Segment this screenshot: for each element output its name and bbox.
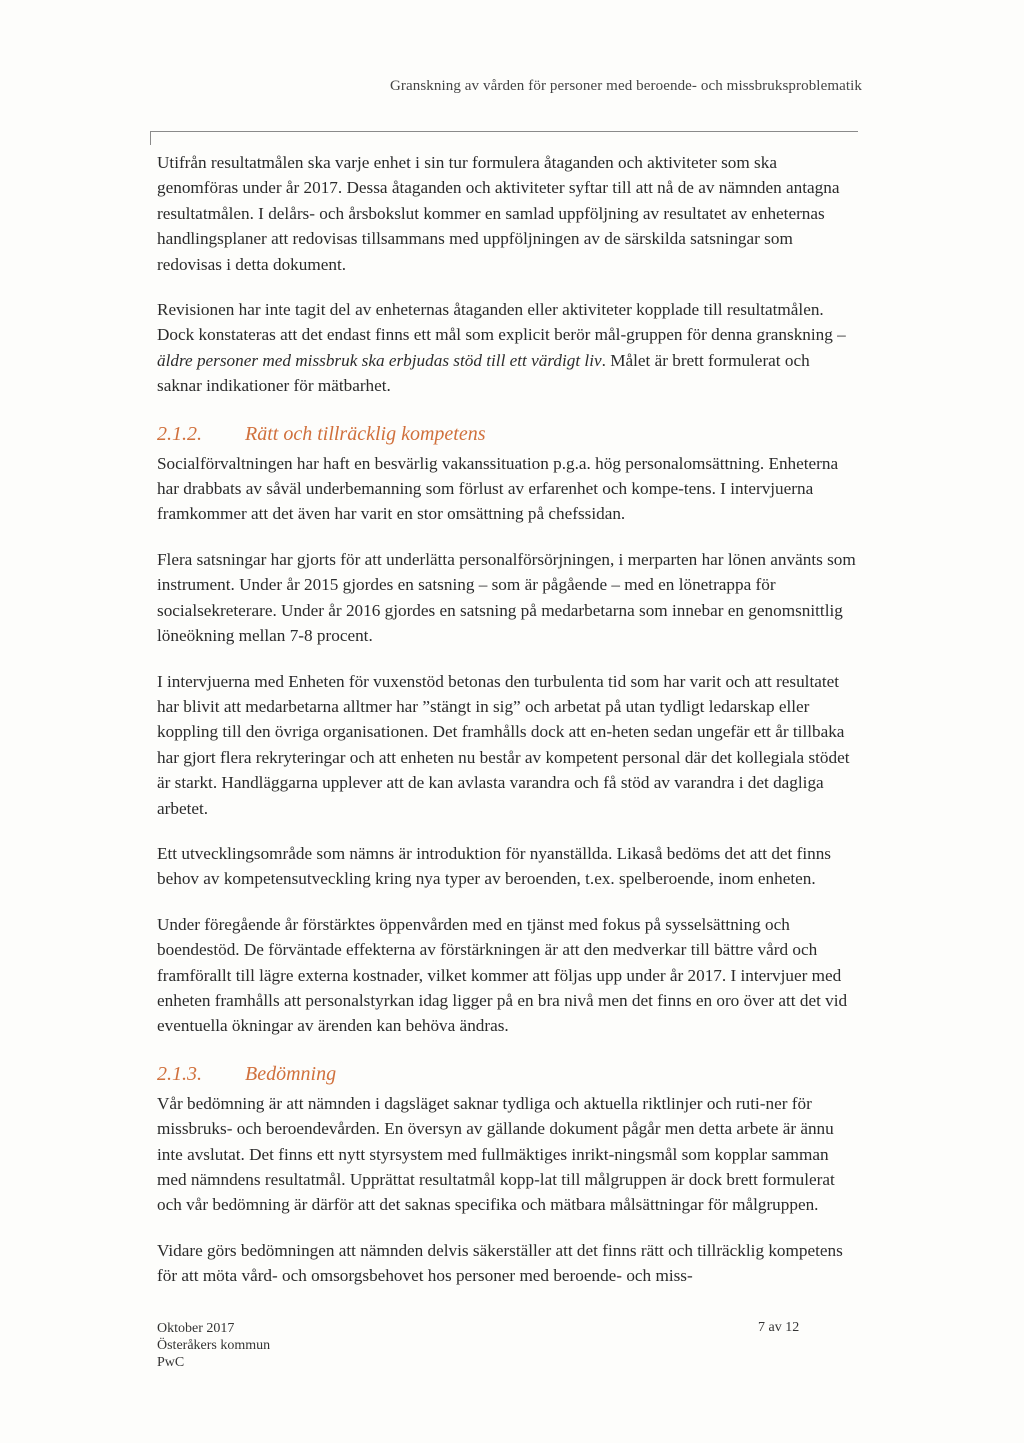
section-title: Bedömning: [245, 1062, 337, 1085]
footer-firm: PwC: [157, 1355, 185, 1370]
footer-left: [157, 1320, 270, 1371]
page-number: 7 av 12: [758, 1320, 800, 1335]
page-body: [157, 150, 857, 1309]
paragraph-7: Under föregående år förstärktes öppenvården med en tjänst med fokus på sysselsättning och boendestöd. De förväntade effekterna av förstärkningen är att den medverkar till bättre vård och framförallt till lägre externa kostnader, vilket kommer att följas upp under år 2017. I intervjuer med enheten framhålls att personalstyrkan idag ligger på en bra nivå men det finns en oro över att det vid eventuella ökningar av ärenden kan behöva ändras.: [157, 914, 848, 1036]
section-title: Rätt och tillräcklig kompetens: [245, 422, 486, 445]
paragraph-4: Flera satsningar har gjorts för att underlätta personalförsörjningen, i merparten har lönen använts som instrument. Under år 2015 gjordes en satsning – som är pågående – med en lönetrappa för socialsekreterare. Under år 2016 gjordes en satsning på medarbetarna som innebar en genomsnittlig löneökning mellan 7-8 procent.: [157, 549, 856, 646]
paragraph-2: [157, 297, 857, 399]
paragraph-2-end: . Målet är brett formulerat och saknar indikationer för mätbarhet.: [157, 350, 810, 396]
section-heading-2-1-2: [157, 421, 857, 447]
footer-municipality: Österåkers kommun: [157, 1338, 271, 1353]
paragraph-3: Socialförvaltningen har haft en besvärlig vakanssituation p.g.a. hög personalomsättning. Enheterna har drabbats av såväl underbemanning som förlust av erfarenhet och kompe-tens. I intervjuerna framkommer att det även har varit en stor omsättning på chefssidan.: [157, 453, 839, 524]
paragraph-5: I intervjuerna med Enheten för vuxenstöd betonas den turbulenta tid som har varit och att resultatet har blivit att medarbetarna alltmer har ”stängt in sig” och arbetat på utan tydligt ledarskap eller koppling till den övriga organisationen. Det framhålls dock att en-heten sedan ungefär ett år tillbaka har gjort flera rekryteringar och att enheten nu består av kompetent personal där det kollegiala stödet är starkt. Handläggarna upplever att de kan avlasta varandra och få stöd av varandra i det dagliga arbetet.: [157, 671, 850, 818]
footer-date: Oktober 2017: [157, 1321, 235, 1336]
paragraph-8: Vår bedömning är att nämnden i dagsläget saknar tydliga och aktuella riktlinjer och ruti-ner för missbruks- och beroendevården. En översyn av gällande dokument pågår men detta arbete är ännu inte avslutat. Det finns ett nytt styrsystem med fullmäktiges inrikt-ningsmål som kopplar samman med nämndens resultatmål. Upprättat resultatmål kopp-lat till målgruppen är dock brett formulerat och vår bedömning är därför att det saknas specifika och mätbara målsättningar för målgruppen.: [157, 1093, 835, 1215]
paragraph-2-goal-quote: äldre personer med missbruk ska erbjudas stöd till ett värdigt liv: [157, 350, 602, 370]
header-rule-tick: [150, 131, 151, 145]
paragraph-9: Vidare görs bedömningen att nämnden delvis säkerställer att det finns rätt och tillräcklig kompetens för att möta vård- och omsorgsbehovet hos personer med beroende- och miss-: [157, 1240, 843, 1286]
header-rule: [150, 131, 858, 132]
section-number: 2.1.3.: [157, 1062, 202, 1085]
paragraph-1: Utifrån resultatmålen ska varje enhet i sin tur formulera åtaganden och aktiviteter som ska genomföras under år 2017. Dessa åtaganden och aktiviteter syftar till att nå de av nämnden antagna resultatmålen. I delårs- och årsbokslut kommer en samlad uppföljning av resultatet av enheternas handlingsplaner att redovisas tillsammans med uppföljningen av de särskilda satsningar som redovisas i detta dokument.: [157, 153, 840, 274]
section-number: 2.1.2.: [157, 422, 202, 445]
paragraph-6: Ett utvecklingsområde som nämns är introduktion för nyanställda. Likaså bedöms det att det finns behov av kompetensutveckling kring nya typer av beroenden, t.ex. spelberoende, inom enheten.: [157, 843, 831, 889]
paragraph-2-start: Revisionen har inte tagit del av enheternas åtaganden eller aktiviteter kopplade till resultatmålen. Dock konstateras att det endast finns ett mål som explicit berör mål-gruppen för denna granskning –: [157, 300, 846, 345]
section-heading-2-1-3: [157, 1061, 857, 1087]
running-header: Granskning av vården för personer med beroende- och missbruksproblematik: [389, 78, 862, 94]
